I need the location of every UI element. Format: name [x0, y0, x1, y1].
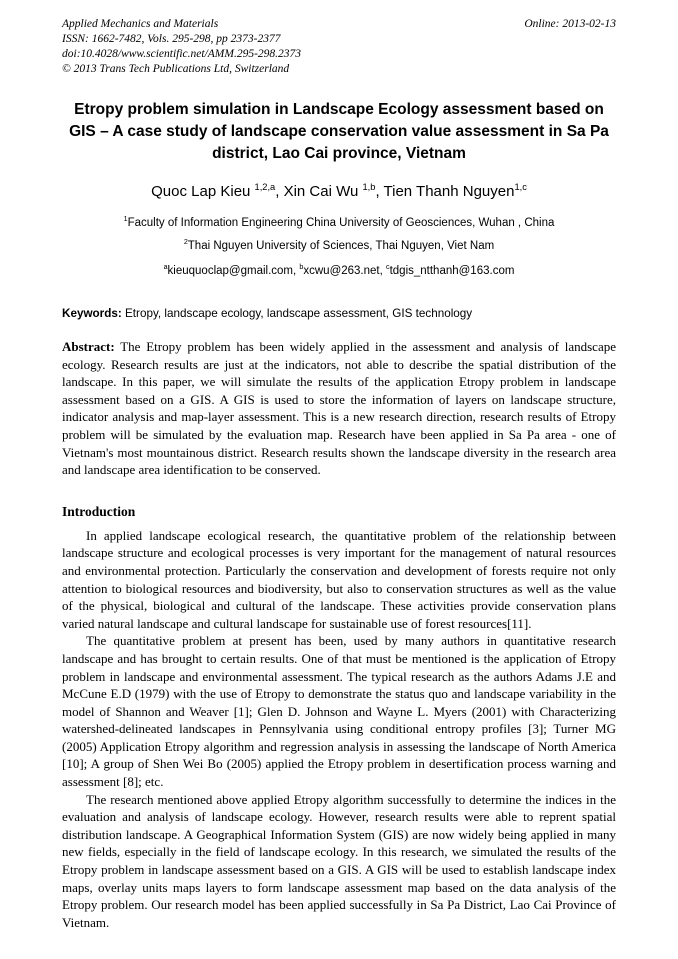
email-a-superscript: a — [163, 263, 168, 272]
author-3-name: Tien Thanh Nguyen — [383, 183, 515, 200]
author-2-superscript: 1,b — [362, 182, 376, 192]
author-3-superscript: 1,c — [514, 182, 527, 192]
email-b-superscript: b — [299, 263, 304, 272]
abstract-text: The Etropy problem has been widely applied in the assessment and analysis of landscape ecology. Research results are just at the indicators, not able to describe the spatial distribution of the landscape. In this paper, we will simulate the results of the application Etropy problem in landscape assessment based on a GIS. A GIS is used to store the information of layers on landscape structure, indicator analysis and map-layer assessment. This is a new research direction, research results of Etropy problem will be simulated by the evaluation map. Research have been applied in Sa Pa area - one of Vietnam's most mountainous district. Research results shown the landscape diversity in the research area and landscape area identification to be conserved. — [62, 339, 616, 478]
issn-line: ISSN: 1662-7482, Vols. 295-298, pp 2373-2377 — [62, 33, 281, 45]
email-c-superscript: c — [386, 263, 390, 272]
keywords-label: Keywords: — [62, 307, 122, 320]
email-c — [386, 265, 514, 277]
introduction-paragraph-2: The quantitative problem at present has been, used by many authors in quantitative research landscape and has brought to certain results. One of that must be mentioned is the application of Etropy problem in landscape and environmental assessment. The typical research as the authors Adams J.E and McCune E.D (1979) with the use of Etropy to demonstrate the status quo and landscape variability in the model of Shannon and Weaver [1]; Glen D. Johnson and Wayne L. Myers (2001) with Characterizing watershed-delineated landscapes in Pennsylvania using conditional entropy profiles [3]; Turner MG (2005) Application Etropy algorithm and regression analysis in assessing the landscape of North America [10]; A group of Shen Wei Bo (2005) applied the Etropy problem in desertification process warning and assessment [8]; etc. — [62, 633, 616, 790]
affiliation-1-superscript: 1 — [123, 215, 128, 224]
affiliation-2 — [62, 239, 616, 254]
section-heading-introduction: Introduction — [62, 503, 136, 519]
email-a-text: kieuquoclap@gmail.com, — [167, 265, 300, 277]
introduction-paragraph-3: The research mentioned above applied Etropy algorithm successfully to determine the indices in the evaluation and analysis of landscape ecology. However, research results were able to reprent spatial distribution landscape. A Geographical Information System (GIS) are now widely being applied in many new fields, especially in the field of landscape ecology. In this research, we simulated the results of the Etropy problem in landscape assessment based on a GIS. A GIS will be used to establish landscape index maps, overlay units maps layers to form landscape assessment map based on the data analysis of the Etropy problem. Our research model has been applied successfully in Sa Pa District, Lao Cai Province of Vietnam. — [62, 791, 616, 930]
author-2 — [284, 183, 384, 200]
author-1 — [151, 183, 283, 200]
abstract-paragraph — [62, 338, 616, 479]
author-separator: , — [275, 183, 284, 200]
affiliation-1-text: Faculty of Information Engineering China University of Geosciences, Wuhan , China — [127, 217, 555, 229]
online-date: Online: 2013-02-13 — [524, 18, 616, 30]
authors-line — [62, 182, 616, 201]
introduction-paragraph-1: In applied landscape ecological research, the quantitative problem of the relationship between landscape structure and ecological processes is very important for the management of natural resources and environmental protection. Particularly the conservation and development of forests require not only attention to biological resources and biodiversity, but also to conservation structures as well as the value of the physical, biological and cultural of the landscape. These activities provide conservation plans varied natural landscape and cultural landscape for sustainable use of forest resources[11]. — [62, 527, 616, 631]
email-b-text: xcwu@263.net, — [303, 265, 387, 277]
journal-header-left — [62, 17, 301, 77]
email-a — [164, 265, 300, 277]
email-b — [299, 265, 386, 277]
abstract-label: Abstract: — [62, 339, 115, 354]
journal-header — [62, 17, 616, 77]
email-c-text: tdgis_ntthanh@163.com — [389, 265, 515, 277]
paper-title: Etropy problem simulation in Landscape Ecology assessment based on GIS – A case study of landscape conservation value assessment in Sa Pa district, Lao Cai province, Vietnam — [69, 101, 609, 162]
author-1-superscript: 1,2,a — [254, 182, 276, 192]
affiliation-1 — [62, 216, 616, 231]
author-2-name: Xin Cai Wu — [283, 183, 363, 200]
affiliation-2-text: Thai Nguyen University of Sciences, Thai Nguyen, Viet Nam — [187, 240, 495, 252]
affiliations-block — [62, 216, 616, 254]
author-separator: , — [375, 183, 384, 200]
emails-line — [62, 264, 616, 279]
keywords-text: Etropy, landscape ecology, landscape assessment, GIS technology — [121, 307, 473, 320]
affiliation-2-superscript: 2 — [183, 238, 188, 247]
journal-name: Applied Mechanics and Materials — [62, 18, 219, 30]
doi-line: doi:10.4028/www.scientific.net/AMM.295-298.2373 — [62, 48, 302, 60]
copyright-line: © 2013 Trans Tech Publications Ltd, Switzerland — [62, 63, 290, 75]
keywords-line — [62, 306, 616, 321]
author-3 — [384, 183, 527, 200]
author-1-name: Quoc Lap Kieu — [151, 183, 255, 200]
